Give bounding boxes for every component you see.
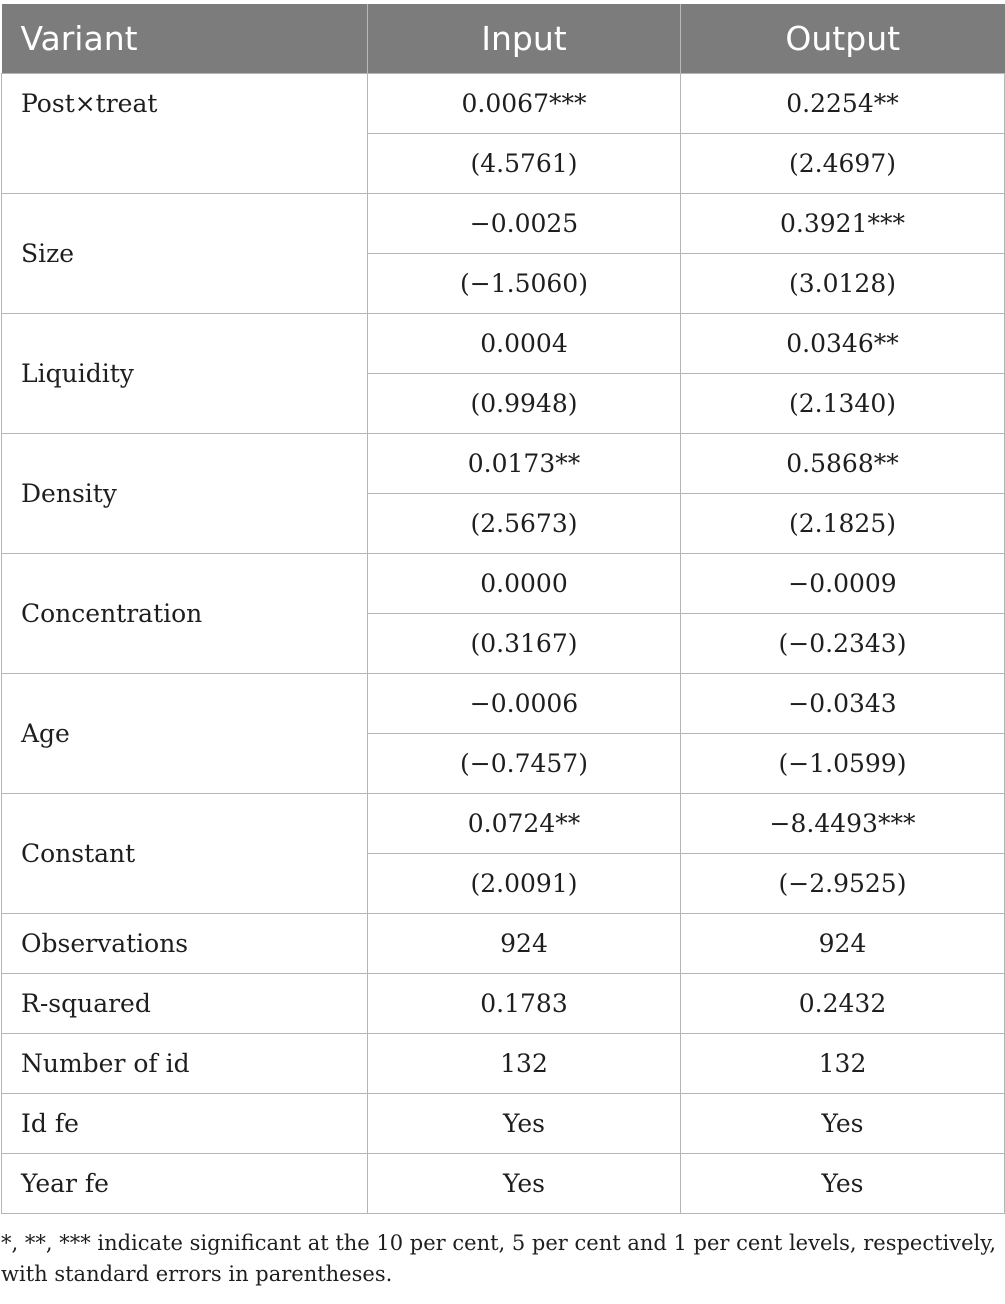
variable-label: Post×treat xyxy=(2,74,368,194)
table-body xyxy=(2,74,1005,1214)
stat-label: Observations xyxy=(2,914,368,974)
header-variant: Variant xyxy=(2,4,368,74)
table-row-stat xyxy=(2,974,1005,1034)
variable-label: Concentration xyxy=(2,554,368,674)
input-standard-error: (4.5761) xyxy=(368,134,681,194)
stat-label: Number of id xyxy=(2,1034,368,1094)
input-coefficient: −0.0006 xyxy=(368,674,681,734)
output-coefficient: −0.0009 xyxy=(681,554,1005,614)
table-row-coef xyxy=(2,74,1005,134)
header-output: Output xyxy=(681,4,1005,74)
variable-label: Density xyxy=(2,434,368,554)
table-row-coef xyxy=(2,674,1005,734)
variable-label: Size xyxy=(2,194,368,314)
input-standard-error: (0.9948) xyxy=(368,374,681,434)
stat-input-value: 132 xyxy=(368,1034,681,1094)
input-coefficient: 0.0000 xyxy=(368,554,681,614)
stat-input-value: 0.1783 xyxy=(368,974,681,1034)
table-row-coef xyxy=(2,194,1005,254)
output-coefficient: 0.5868** xyxy=(681,434,1005,494)
input-standard-error: (0.3167) xyxy=(368,614,681,674)
input-standard-error: (−1.5060) xyxy=(368,254,681,314)
stat-output-value: 132 xyxy=(681,1034,1005,1094)
output-standard-error: (−2.9525) xyxy=(681,854,1005,914)
output-coefficient: 0.3921*** xyxy=(681,194,1005,254)
output-coefficient: −0.0343 xyxy=(681,674,1005,734)
table-footnote: *, **, *** indicate significant at the 10 per cent, 5 per cent and 1 per cent levels, respectively, with standard errors in parentheses. xyxy=(1,1231,997,1286)
stat-input-value: Yes xyxy=(368,1094,681,1154)
table-row-stat xyxy=(2,1154,1005,1214)
table-row-stat xyxy=(2,914,1005,974)
table-row-coef xyxy=(2,314,1005,374)
regression-table xyxy=(1,4,1005,1214)
input-coefficient: −0.0025 xyxy=(368,194,681,254)
stat-input-value: Yes xyxy=(368,1154,681,1214)
stat-label: R-squared xyxy=(2,974,368,1034)
stat-output-value: Yes xyxy=(681,1154,1005,1214)
header-row xyxy=(2,4,1005,74)
input-standard-error: (−0.7457) xyxy=(368,734,681,794)
input-coefficient: 0.0067*** xyxy=(368,74,681,134)
input-standard-error: (2.0091) xyxy=(368,854,681,914)
output-standard-error: (2.1340) xyxy=(681,374,1005,434)
input-coefficient: 0.0173** xyxy=(368,434,681,494)
table-row-stat xyxy=(2,1034,1005,1094)
table-header xyxy=(2,4,1005,74)
output-coefficient: −8.4493*** xyxy=(681,794,1005,854)
stat-label: Id fe xyxy=(2,1094,368,1154)
variable-label: Liquidity xyxy=(2,314,368,434)
stat-output-value: 0.2432 xyxy=(681,974,1005,1034)
stat-input-value: 924 xyxy=(368,914,681,974)
stat-output-value: 924 xyxy=(681,914,1005,974)
header-input: Input xyxy=(368,4,681,74)
input-coefficient: 0.0724** xyxy=(368,794,681,854)
stat-label: Year fe xyxy=(2,1154,368,1214)
output-standard-error: (−0.2343) xyxy=(681,614,1005,674)
table-row-coef xyxy=(2,794,1005,854)
output-standard-error: (−1.0599) xyxy=(681,734,1005,794)
output-standard-error: (2.4697) xyxy=(681,134,1005,194)
stat-output-value: Yes xyxy=(681,1094,1005,1154)
input-coefficient: 0.0004 xyxy=(368,314,681,374)
variable-label: Age xyxy=(2,674,368,794)
output-standard-error: (3.0128) xyxy=(681,254,1005,314)
output-coefficient: 0.0346** xyxy=(681,314,1005,374)
input-standard-error: (2.5673) xyxy=(368,494,681,554)
output-coefficient: 0.2254** xyxy=(681,74,1005,134)
table-row-coef xyxy=(2,434,1005,494)
output-standard-error: (2.1825) xyxy=(681,494,1005,554)
table-row-coef xyxy=(2,554,1005,614)
variable-label: Constant xyxy=(2,794,368,914)
table-row-stat xyxy=(2,1094,1005,1154)
